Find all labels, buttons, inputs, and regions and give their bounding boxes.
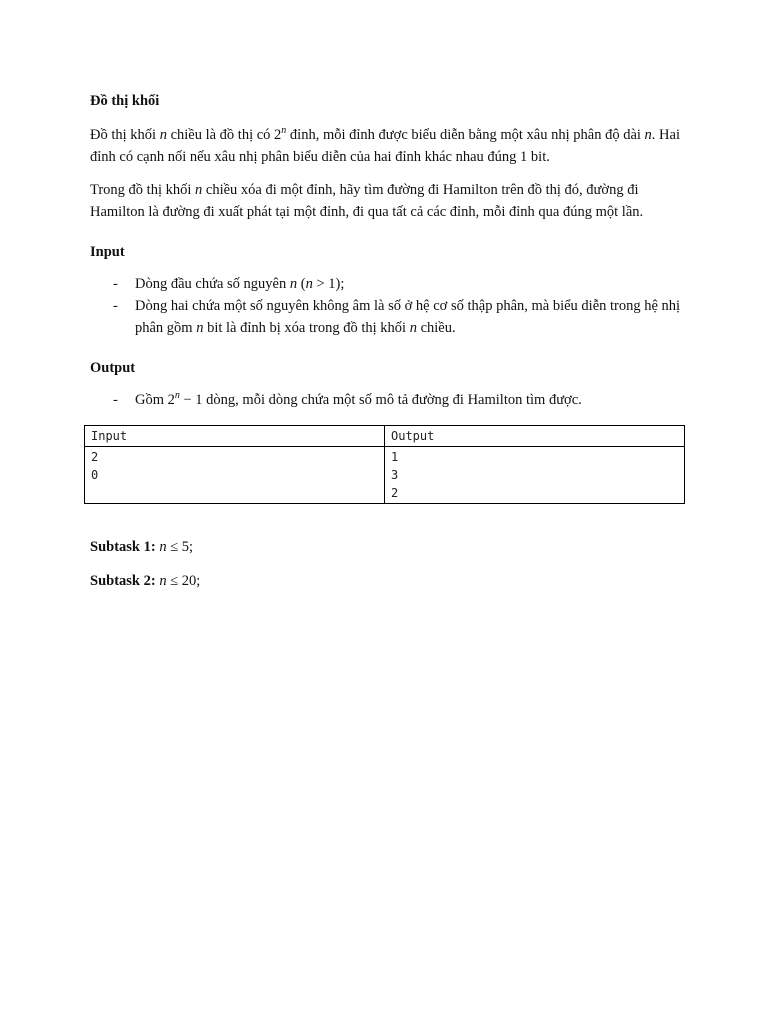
example-input-line: 0 — [91, 468, 99, 482]
output-heading: Output — [90, 360, 136, 376]
list-item: - Dòng hai chứa một số nguyên không âm là số ở hệ cơ số thập phân, mà biểu diễn trong hệ nhị phân gồm n bit là đỉnh bị xóa trong đồ thị khối n chiều. — [90, 295, 690, 339]
list-item: - Dòng đầu chứa số nguyên n (n > 1); — [90, 273, 690, 295]
input-heading: Input — [90, 244, 125, 260]
list-item: - Gồm $2^n - 1$ dòng, mỗi dòng chứa một số mô tả đường đi Hamilton tìm được. — [90, 389, 690, 411]
problem-statement — [90, 90, 690, 592]
subtask-1: Subtask 1: n ≤ 5; — [90, 539, 194, 555]
table-row — [85, 447, 685, 504]
input-column-header: Input — [85, 426, 385, 447]
problem-title: Đồ thị khối — [90, 93, 160, 109]
subtask-2: Subtask 2: n ≤ 20; — [90, 573, 201, 589]
example-output-line: 1 — [391, 450, 399, 464]
output-column-header: Output — [385, 426, 685, 447]
output-list — [90, 389, 690, 411]
example-output-line: 2 — [391, 486, 399, 500]
table-header-row — [85, 426, 685, 447]
example-output-cell — [385, 447, 685, 504]
example-output-line: 3 — [391, 468, 399, 482]
problem-description: Đồ thị khối n chiều là đồ thị có 2$^n$ đỉnh, mỗi đỉnh được biểu diễn bằng một xâu nhị phân độ dài n. Hai đỉnh có cạnh nối nếu xâu nhị phân biểu diễn của hai đỉnh khác nhau đúng 1 bit. — [90, 125, 680, 165]
problem-task: Trong đồ thị khối n chiều xóa đi một đỉnh, hãy tìm đường đi Hamilton trên đồ thị đó, đường đi Hamilton là đường đi xuất phát tại một đỉnh, đi qua tất cả các đỉnh, mỗi đỉnh qua đúng một lần. — [90, 182, 644, 220]
example-input-line: 2 — [91, 450, 99, 464]
example-table — [84, 425, 685, 504]
input-list — [90, 273, 690, 339]
example-input-cell — [85, 447, 385, 504]
